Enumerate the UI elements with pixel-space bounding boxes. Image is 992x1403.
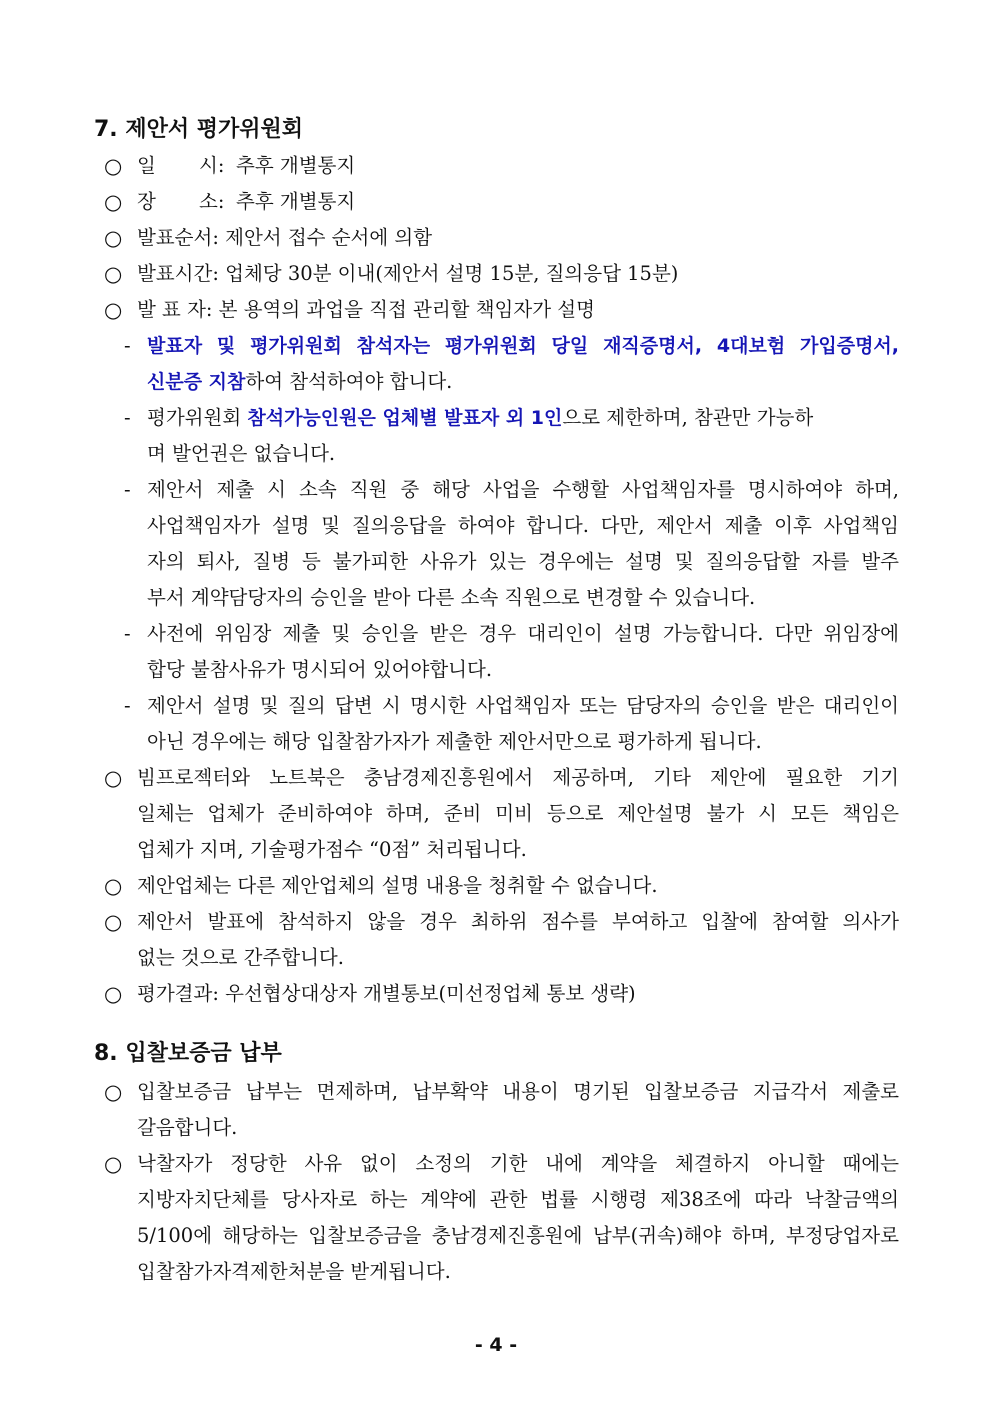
item-deposit-exempt	[0, 1074, 992, 1110]
label-so: 소:	[199, 190, 225, 213]
note-line	[0, 580, 992, 616]
item-text: 지방자치단체를 당사자로 하는 계약에 관한 법률 시행령 제38조에 따라 낙찰금액의	[137, 1188, 899, 1211]
item-text: 제안업체는 다른 제안업체의 설명 내용을 청취할 수 없습니다.	[137, 874, 658, 897]
note-text: 며 발언권은 없습니다.	[147, 442, 336, 465]
highlight-text: 발표자 및 평가위원회 참석자는 평가위원회 당일 재직증명서, 4대보험 가입증명서,	[147, 335, 899, 357]
page-number: - 4 -	[474, 1334, 518, 1356]
item-text: 업체가 지며, 기술평가점수 “0점” 처리됩니다.	[137, 838, 527, 861]
note-attendance-docs	[0, 328, 992, 364]
circle-marker: ○	[104, 154, 123, 178]
note-text: 하여 참석하여야 합니다.	[245, 370, 453, 393]
item-text: 평가결과: 우선협상대상자 개별통보(미선정업체 통보 생략)	[137, 982, 636, 1005]
item-text: 없는 것으로 간주합니다.	[137, 946, 344, 969]
note-line	[0, 508, 992, 544]
item-line	[0, 940, 992, 976]
item-text: 발표시간: 업체당 30분 이내(제안서 설명 15분, 질의응답 15분)	[137, 262, 679, 285]
note-text: 사업책임자가 설명 및 질의응답을 하여야 합니다. 다만, 제안서 제출 이후 사업책임	[147, 514, 899, 537]
item-schedule	[0, 148, 992, 184]
item-duration	[0, 256, 992, 292]
circle-marker: ○	[104, 910, 123, 934]
note-text: 평가위원회	[147, 406, 248, 429]
item-text: 추후 개별통지	[236, 190, 356, 213]
note-text: 제안서 제출 시 소속 직원 중 해당 사업을 수행할 사업책임자를 명시하여야 하며,	[147, 478, 899, 501]
note-proxy	[0, 616, 992, 652]
circle-marker: ○	[104, 1080, 123, 1104]
item-text: 발 표 자: 본 용역의 과업을 직접 관리할 책임자가 설명	[137, 298, 595, 321]
note-text: 제안서 설명 및 질의 답변 시 명시한 사업책임자 또는 담당자의 승인을 받은 대리인이	[147, 694, 899, 717]
section-8-title: 8. 입찰보증금 납부	[94, 1041, 282, 1066]
item-presenter	[0, 292, 992, 328]
note-text: 자의 퇴사, 질병 등 불가피한 사유가 있는 경우에는 설명 및 질의응답할 자를 발주	[147, 550, 899, 573]
note-text: 으로 제한하며, 참관만 가능하	[562, 406, 814, 429]
circle-marker: ○	[104, 982, 123, 1006]
note-attendance-docs-cont	[0, 364, 992, 400]
note-text: 부서 계약담당자의 승인을 받아 다른 소속 직원으로 변경할 수 있습니다.	[147, 586, 756, 609]
item-line	[0, 832, 992, 868]
note-text: 아닌 경우에는 해당 입찰참가자가 제출한 제안서만으로 평가하게 됩니다.	[147, 730, 762, 753]
item-text: 입찰참가자격제한처분을 받게됩니다.	[137, 1260, 451, 1283]
item-line	[0, 796, 992, 832]
item-text: 낙찰자가 정당한 사유 없이 소정의 기한 내에 계약을 체결하지 아니할 때에는	[137, 1152, 899, 1175]
circle-marker: ○	[104, 262, 123, 286]
note-line	[0, 724, 992, 760]
item-text: 추후 개별통지	[236, 154, 356, 177]
item-text: 빔프로젝터와 노트북은 충남경제진흥원에서 제공하며, 기타 제안에 필요한 기기	[137, 766, 899, 789]
item-text: 갈음합니다.	[137, 1116, 238, 1139]
note-evaluation-basis	[0, 688, 992, 724]
item-no-listening	[0, 868, 992, 904]
note-attendee-limit	[0, 400, 992, 436]
item-result	[0, 976, 992, 1012]
highlight-text: 신분증 지참	[147, 371, 246, 393]
dash-marker: -	[124, 334, 131, 357]
dash-marker: -	[124, 622, 131, 645]
note-text: 합당 불참사유가 명시되어 있어야합니다.	[147, 658, 493, 681]
item-text: 일체는 업체가 준비하여야 하며, 준비 미비 등으로 제안설명 불가 시 모든 책임은	[137, 802, 899, 825]
circle-marker: ○	[104, 226, 123, 250]
item-line	[0, 1254, 992, 1290]
item-line	[0, 1182, 992, 1218]
note-text: 사전에 위임장 제출 및 승인을 받은 경우 대리인이 설명 가능합니다. 다만 위임장에	[147, 622, 899, 645]
item-text: 5/100에 해당하는 입찰보증금을 충남경제진흥원에 납부(귀속)해야 하며, 부정당업자로	[137, 1224, 899, 1247]
note-project-manager	[0, 472, 992, 508]
label-day: 일	[137, 154, 156, 177]
circle-marker: ○	[104, 298, 123, 322]
item-line	[0, 1218, 992, 1254]
note-attendee-limit-cont	[0, 436, 992, 472]
note-line	[0, 652, 992, 688]
label-jang: 장	[137, 190, 156, 213]
circle-marker: ○	[104, 190, 123, 214]
dash-marker: -	[124, 406, 131, 429]
note-line	[0, 544, 992, 580]
highlight-text: 참석가능인원은 업체별 발표자 외 1인	[247, 407, 563, 429]
circle-marker: ○	[104, 766, 123, 790]
item-text: 제안서 발표에 참석하지 않을 경우 최하위 점수를 부여하고 입찰에 참여할 의사가	[137, 910, 899, 933]
item-place	[0, 184, 992, 220]
label-time: 시:	[199, 154, 225, 177]
item-text: 발표순서: 제안서 접수 순서에 의함	[137, 226, 433, 249]
dash-marker: -	[124, 694, 131, 717]
item-deposit-forfeit	[0, 1146, 992, 1182]
section-7-title: 7. 제안서 평가위원회	[94, 117, 303, 142]
item-absence	[0, 904, 992, 940]
dash-marker: -	[124, 478, 131, 501]
circle-marker: ○	[104, 1152, 123, 1176]
item-line	[0, 1110, 992, 1146]
circle-marker: ○	[104, 874, 123, 898]
item-text: 입찰보증금 납부는 면제하며, 납부확약 내용이 명기된 입찰보증금 지급각서 제출로	[137, 1080, 899, 1103]
item-order	[0, 220, 992, 256]
item-equipment	[0, 760, 992, 796]
